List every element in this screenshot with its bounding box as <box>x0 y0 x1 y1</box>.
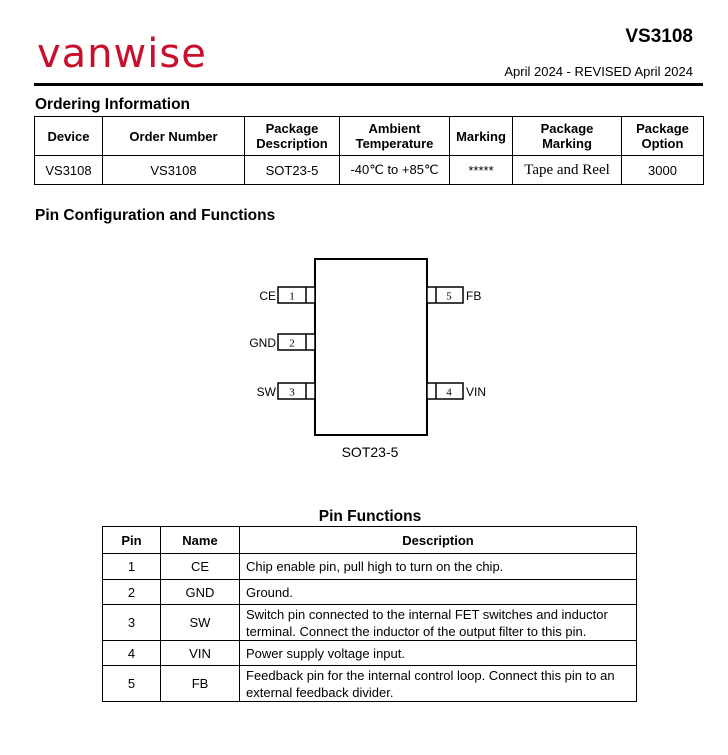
table-row <box>103 580 637 605</box>
table-row <box>103 554 637 580</box>
cell-name: FB <box>161 666 240 702</box>
pin-2-number: 2 <box>289 337 295 350</box>
pin-4-number: 4 <box>446 386 452 399</box>
pinconfig-title: Pin Configuration and Functions <box>35 207 276 224</box>
pin-5 <box>427 287 481 303</box>
header-rule <box>34 83 703 86</box>
pin-4 <box>427 383 486 399</box>
ordering-row <box>35 156 704 185</box>
cell-description: Ground. <box>240 580 637 605</box>
pin-1-number: 1 <box>289 290 295 303</box>
pin-4-label: VIN <box>466 385 487 399</box>
ic-body <box>315 259 427 435</box>
pin-1-label: CE <box>259 289 276 303</box>
cell-order-number: VS3108 <box>103 156 245 185</box>
cell-package-option: 3000 <box>622 156 704 185</box>
cell-name: CE <box>161 554 240 580</box>
pin-2-label: GND <box>249 336 276 350</box>
cell-pin: 5 <box>103 666 161 702</box>
cell-temperature: -40℃ to +85℃ <box>340 156 450 185</box>
col-package-option: Package Option <box>622 117 704 156</box>
cell-pin: 3 <box>103 605 161 641</box>
cell-name: GND <box>161 580 240 605</box>
company-logo: vanwise <box>37 31 207 77</box>
cell-pin: 4 <box>103 641 161 666</box>
col-pin: Pin <box>103 527 161 554</box>
table-row <box>103 605 637 641</box>
ordering-table <box>34 116 704 185</box>
pin-3 <box>257 383 315 399</box>
col-name: Name <box>161 527 240 554</box>
cell-description: Power supply voltage input. <box>240 641 637 666</box>
col-description: Description <box>240 527 637 554</box>
cell-package: SOT23-5 <box>245 156 340 185</box>
cell-description: Switch pin connected to the internal FET switches and inductor terminal. Connect the inductor of the output filter to this pin. <box>240 605 637 641</box>
col-device: Device <box>35 117 103 156</box>
pin-5-label: FB <box>466 289 482 303</box>
ordering-title: Ordering Information <box>35 96 190 113</box>
package-label: SOT23-5 <box>341 444 399 460</box>
table-row <box>103 666 637 702</box>
pinout-diagram <box>240 250 500 465</box>
pin-functions-table <box>102 526 637 702</box>
revision-date: April 2024 - REVISED April 2024 <box>504 64 693 79</box>
cell-name: VIN <box>161 641 240 666</box>
pin-1 <box>259 287 315 303</box>
col-package-marking: Package Marking <box>513 117 622 156</box>
cell-marking: ***** <box>450 156 513 185</box>
cell-description: Feedback pin for the internal control loop. Connect this pin to an external feedback divider. <box>240 666 637 702</box>
pin-3-label: SW <box>256 385 276 399</box>
pin-functions-title: Pin Functions <box>318 508 422 525</box>
ordering-header-row <box>35 117 704 156</box>
cell-device: VS3108 <box>35 156 103 185</box>
col-ambient-temperature: Ambient Temperature <box>340 117 450 156</box>
cell-name: SW <box>161 605 240 641</box>
col-package-description: Package Description <box>245 117 340 156</box>
pin-3-number: 3 <box>289 386 295 399</box>
part-number: VS3108 <box>625 26 693 47</box>
cell-pin: 2 <box>103 580 161 605</box>
col-order-number: Order Number <box>103 117 245 156</box>
cell-description: Chip enable pin, pull high to turn on the chip. <box>240 554 637 580</box>
col-marking: Marking <box>450 117 513 156</box>
cell-package-marking: Tape and Reel <box>513 156 622 185</box>
pin-functions-header-row <box>103 527 637 554</box>
pin-5-number: 5 <box>446 290 452 303</box>
table-row <box>103 641 637 666</box>
cell-pin: 1 <box>103 554 161 580</box>
pin-2 <box>249 334 315 350</box>
